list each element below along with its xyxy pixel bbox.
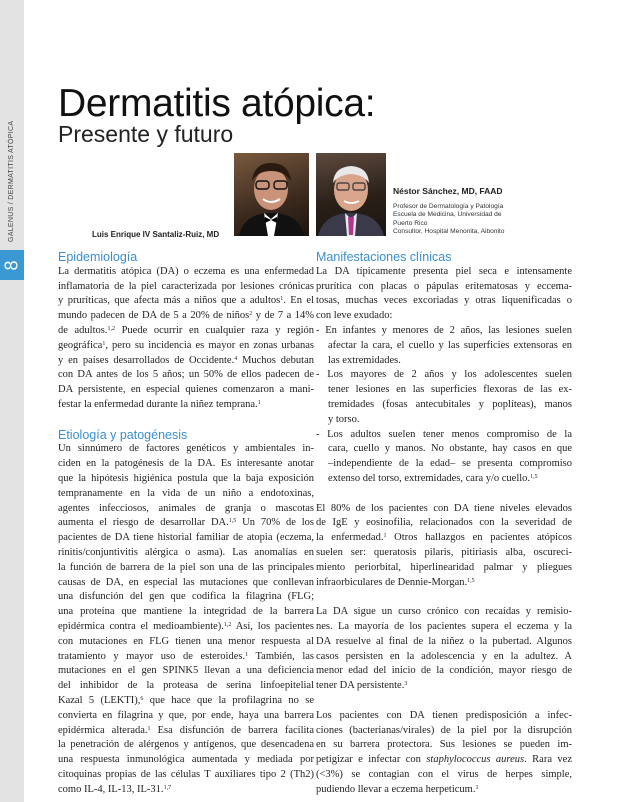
author1-name: Luis Enrique IV Santaliz-Ruiz, MD (92, 230, 220, 239)
text-line: suelen ser: queratosis pilaris, pitiriasis alba, oscureci- (316, 546, 572, 558)
text-line: del inhibidor de la proteasa de serina linfoepitelial (58, 680, 314, 692)
text-line: tempranamente en la vida de un niño a endotoxinas, (58, 487, 314, 499)
text-line: El 80% de los pacientes con DA tiene niveles elevados (316, 502, 572, 514)
text-line: prurítica con placas o pápulas eritematosas y eccema- (316, 280, 572, 292)
author2-name: Néstor Sánchez, MD, FAAD (393, 186, 503, 196)
bullet-line: - Los mayores de 2 años y los adolescentes suelen (316, 369, 572, 381)
bullet-line: las extremidades. (328, 354, 401, 366)
author2-affiliation (393, 203, 504, 237)
text-line: infraorbiculares de Dennie-Morgan.$^{1,5}$ (316, 576, 475, 588)
bullet-line: tener lesiones en las superficies flexoras de las ex- (328, 384, 572, 396)
text-line: Los pacientes con DA tienen predisposición a infec- (316, 709, 572, 721)
text-line: pudiendo llevar a eczema herpeticum.$^1$ (316, 783, 479, 795)
text-line: convierta en filagrina y que, por ende, haya una barrera (58, 709, 314, 721)
page-number: 8 (0, 250, 24, 280)
text-line: que la hipótesis higiénica postula que la baja exposición (58, 472, 314, 484)
section-heading-manifestaciones: Manifestaciones clínicas (316, 250, 452, 264)
bullet-line: y torso. (328, 413, 360, 425)
text-line: causas de DA, en especial las mutaciones que conllevan (58, 576, 314, 588)
bullet-line: - Los adultos suelen tener menos compromiso de la (316, 428, 572, 440)
article-title: Dermatitis atópica: (58, 82, 376, 125)
author2-photo (316, 153, 386, 236)
text-line: con DA antes de los 5 años; un 50% de ellos padecen de (58, 369, 314, 381)
affiliation-line: Escuela de Medicina, Universidad de (393, 211, 502, 219)
text-line: pacientes de DA tiene historial familiar de atopia (eczema, (58, 532, 314, 544)
text-line: miento periorbital, hiperlinearidad palmar y pliegues (316, 561, 572, 573)
text-line: petigizar e infectar con staphylococcus aureus. Rara vez (316, 754, 572, 766)
text-line: una proteína que mantiene la integridad de la barrera (58, 606, 314, 618)
text-line: agentes infecciosos, animales de granja o mascotas (58, 502, 314, 514)
text-line: con leve exudado: (316, 310, 393, 322)
left-column (58, 250, 314, 797)
section-heading-etiologia: Etiología y patogénesis (58, 427, 188, 442)
text-line: epidérmica contra el medioambiente).$^{1,2}$ Así, los pacientes (58, 620, 314, 632)
text-line: (<3%) se contagian con el virus de herpes simple, (316, 768, 572, 780)
text-line: Un sinnúmero de factores genéticos y ambientales in- (58, 443, 314, 455)
text-line: inflamatoria de la piel caracterizada por lesiones crónicas (58, 280, 314, 292)
text-line: nes. La mayoría de los pacientes supera el eczema y la (316, 620, 572, 632)
text-line: y en países desarrollados de Occidente.$^4$ Muchos debutan (58, 354, 314, 366)
text-line: de adultos.$^{1,2}$ Puede ocurrir en cualquier raza y región (58, 324, 314, 336)
text-line: y pruríticas, que afecta más a niños que a adultos$^1$. En el (58, 295, 314, 307)
text-line: festar la enfermedad durante la niñez temprana.$^1$ (58, 398, 261, 410)
article-subtitle: Presente y futuro (58, 121, 234, 147)
text-line: la penetración de alérgenos y antígenos, que desencadena (58, 739, 314, 751)
affiliation-line: Consultor, Hospital Menonita, Aibonito (393, 228, 505, 236)
text-line: la función de barrera de la piel son una de las principales (58, 561, 314, 573)
text-line: ciones (bacterianas/virales) de la piel por la disrupción (316, 724, 572, 736)
text-line: menor edad del inicio de la condición, mayor riesgo de (316, 665, 572, 677)
text-line: aumenta el riesgo de desarrollar DA.$^{1,5}$ Un 70% de los (58, 517, 314, 529)
text-line: de IgE y eosinofilia, relacionados con la severidad de (316, 517, 572, 529)
text-line: epidérmica alterada.$^1$ Esa disfunción de barrera facilita (58, 724, 314, 736)
bullet-line: extenso del torso, extremidades, cara y/o cuello.$^{1,5}$ (328, 472, 538, 484)
right-column (316, 250, 572, 797)
bullet-line: tremidades (fosas antecubitales y poplíteas), manos (328, 398, 572, 410)
text-line: rinitis/conjuntivitis alérgica o asma). Las anomalías en (58, 546, 314, 558)
running-head: GALENUS / DERMATITIS ATÓPICA (8, 120, 15, 242)
text-line: Kazal 5 (LEKTI),$^6$ que hace que la profilagrina no se (58, 694, 314, 706)
text-line: una respuesta inmunológica aumentada y mediada por (58, 754, 314, 766)
text-line: mundo padecen de DA de 5 a 20% de niños$^2$ y de 7 a 14% (58, 310, 314, 322)
text-line: una disfunción del gen que codifica la filagrina (FLG; (58, 591, 314, 603)
bullet-line: cara, cuello y manos. No obstante, hay casos en que (328, 443, 572, 455)
affiliation-line: Profesor de Dermatología y Patología (393, 203, 504, 210)
text-line: mutaciones en el gen SPINK5 llevan a una deficiencia (58, 665, 314, 677)
text-line: DA resuelve al final de la niñez o la pubertad. Algunos (316, 635, 572, 647)
text-line: La dermatitis atópica (DA) o eczema es una enfermedad (58, 265, 314, 277)
text-line: La DA típicamente presenta piel seca e intensamente (316, 265, 572, 277)
text-line: con mutaciones en FLG tienen una menor respuesta al (58, 635, 314, 647)
text-line: en su barrera protectora. Sus lesiones se pueden im- (316, 739, 572, 751)
text-line: tosas, muchas veces excoriadas y otras liquenificadas o (316, 295, 572, 307)
bullet-line: - En infantes y menores de 2 años, las lesiones suelen (316, 324, 572, 336)
bullet-line: afectar la cara, el cuello y las superficies extensoras en (328, 339, 572, 351)
affiliation-line: Puerto Rico (393, 219, 428, 227)
text-line: DA persistente, en especial quienes comenzaron a mani- (58, 384, 314, 396)
text-line: tener DA persistente.$^3$ (316, 680, 408, 692)
text-line: casos persisten en la adolescencia y en la adultez. A (316, 650, 572, 662)
author1-photo (234, 153, 309, 236)
text-line: tratamiento y mayor uso de esteroides.$^1$ También, las (58, 650, 314, 662)
text-line: La DA sigue un curso crónico con recaídas y remisio- (316, 606, 572, 618)
bullet-line: –independiente de la edad– se presenta compromiso (328, 458, 572, 470)
text-line: geográfica$^1$, pero su incidencia es mayor en zonas urbanas (58, 339, 314, 351)
text-line: ciden en la patogénesis de la DA. Es interesante anotar (58, 458, 314, 470)
section-heading-epidemiologia: Epidemiología (58, 250, 138, 264)
text-line: como IL-4, IL-13, IL-31.$^{1,7}$ (58, 783, 172, 795)
text-line: citoquinas propias de las células T auxiliares tipo 2 (Th2) (58, 768, 314, 780)
text-line: la enfermedad.$^1$ Otros hallazgos en pacientes atópicos (316, 532, 572, 544)
